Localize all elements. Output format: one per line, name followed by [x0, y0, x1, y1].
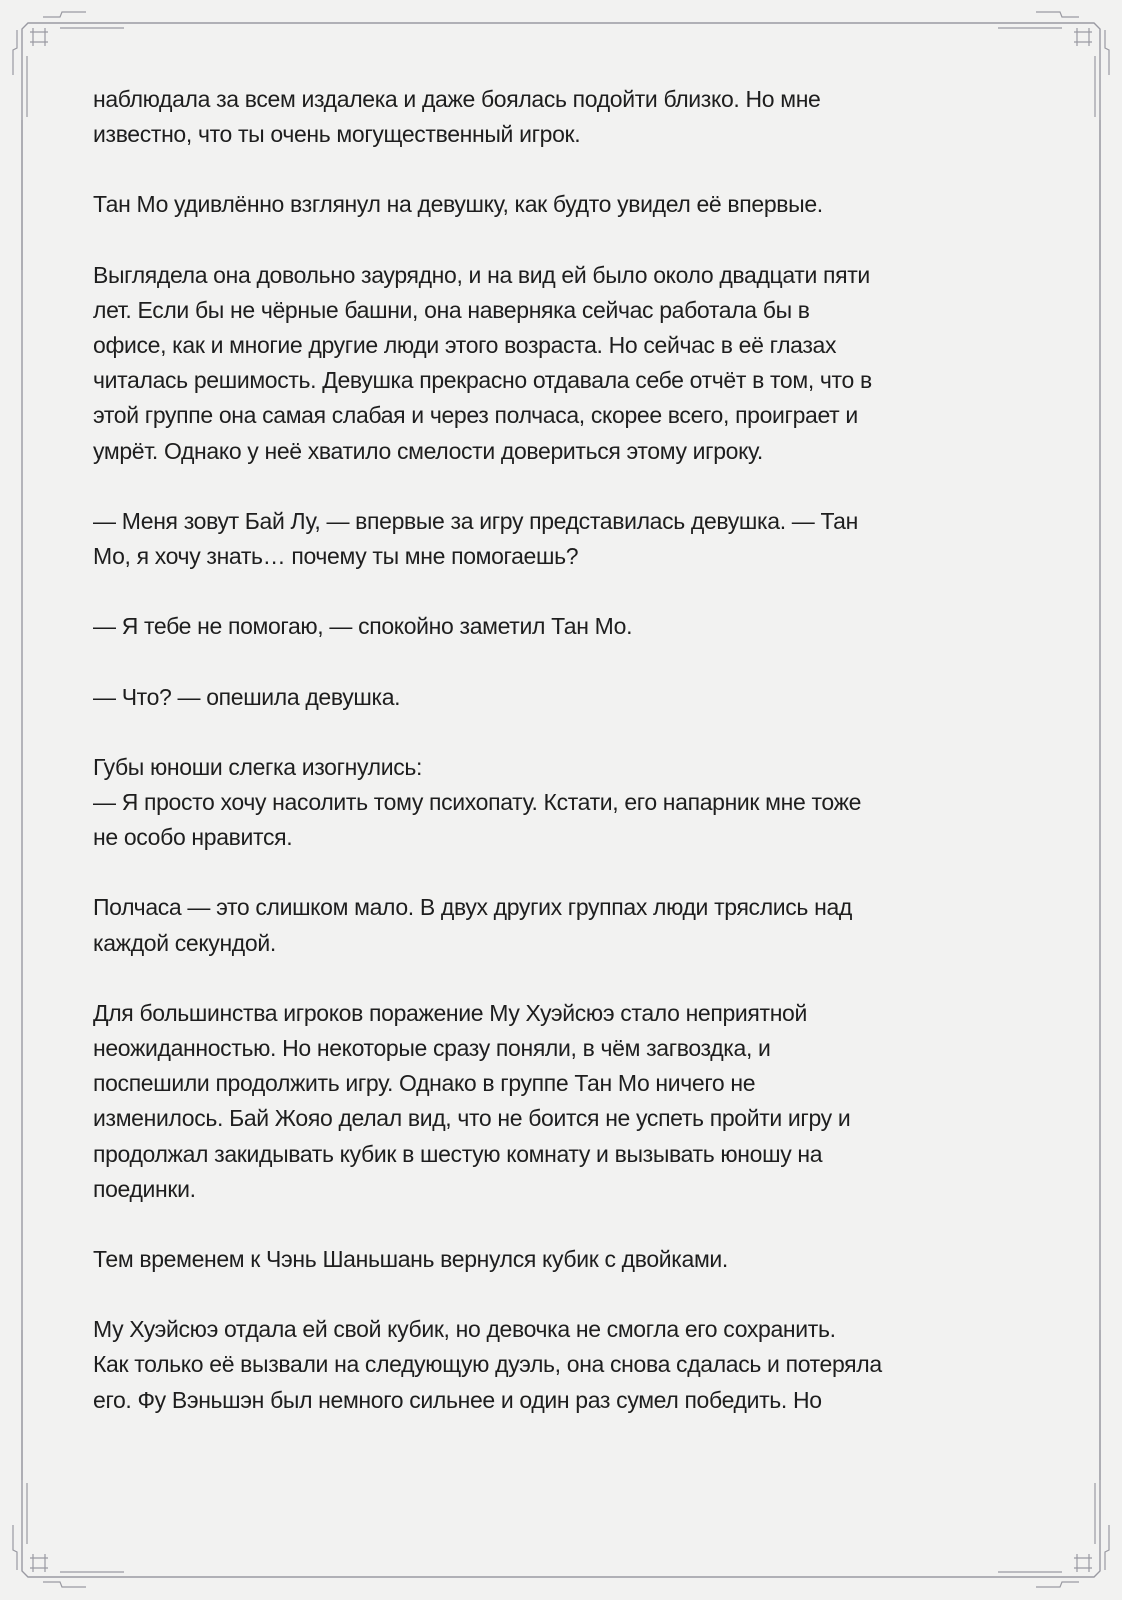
text-line: изменилось. Бай Жояо делал вид, что не боится не успеть пройти игру и [93, 1105, 851, 1132]
text-line: не особо нравится. [93, 824, 293, 851]
paragraph [93, 187, 1013, 222]
paragraph [93, 680, 1013, 715]
text-line: Полчаса — это слишком мало. В двух других группах люди тряслись над [93, 894, 852, 921]
text-line: продолжал закидывать кубик в шестую комнату и вызывать юношу на [93, 1140, 823, 1167]
text-line: известно, что ты очень могущественный игрок. [93, 121, 581, 148]
text-line: читалась решимость. Девушка прекрасно отдавала себе отчёт в том, что в [93, 367, 872, 394]
corner-ornament-bottom-left [13, 1483, 124, 1587]
corner-ornament-bottom-right [998, 1483, 1109, 1587]
text-line: Как только её вызвали на следующую дуэль, она снова сдалась и потеряла [93, 1351, 882, 1378]
paragraph [93, 1312, 1013, 1417]
text-line: — Меня зовут Бай Лу, — впервые за игру представилась девушка. — Тан [93, 507, 858, 534]
text-line: этой группе она самая слабая и через полчаса, скорее всего, проиграет и [93, 402, 858, 429]
text-line: Му Хуэйсюэ отдала ей свой кубик, но девочка не смогла его сохранить. [93, 1316, 836, 1343]
text-line: — Я просто хочу насолить тому психопату. Кстати, его напарник мне тоже [93, 789, 862, 816]
text-line: — Я тебе не помогаю, — спокойно заметил Тан Мо. [93, 613, 633, 640]
paragraph [93, 890, 1013, 960]
paragraph [93, 750, 1013, 855]
text-line: Тем временем к Чэнь Шаньшань вернулся кубик с двойками. [93, 1246, 728, 1273]
paragraph [93, 1242, 1013, 1277]
text-line: лет. Если бы не чёрные башни, она наверняка сейчас работала бы в [93, 296, 810, 323]
text-line: его. Фу Вэньшэн был немного сильнее и один раз сумел победить. Но [93, 1386, 822, 1413]
paragraph [93, 504, 1013, 574]
paragraph [93, 258, 1013, 469]
text-line: Мо, я хочу знать… почему ты мне помогаешь? [93, 542, 579, 569]
text-line: офисе, как и многие другие люди этого возраста. Но сейчас в её глазах [93, 332, 837, 359]
text-line: умрёт. Однако у неё хватило смелости довериться этому игроку. [93, 437, 763, 464]
paragraph [93, 609, 1013, 644]
text-line: наблюдала за всем издалека и даже боялась подойти близко. Но мне [93, 86, 821, 112]
text-line: Тан Мо удивлённо взглянул на девушку, как будто увидел её впервые. [93, 191, 823, 218]
text-line: — Что? — опешила девушка. [93, 683, 401, 710]
text-line: Для большинства игроков поражение Му Хуэйсюэ стало неприятной [93, 999, 807, 1026]
text-line: каждой секундой. [93, 929, 276, 956]
text-line: неожиданностью. Но некоторые сразу поняли, в чём загвоздка, и [93, 1035, 771, 1062]
text-line: поспешили продолжить игру. Однако в группе Тан Мо ничего не [93, 1070, 756, 1097]
corner-ornament-top-right [998, 12, 1109, 117]
paragraph [93, 996, 1013, 1207]
text-line: Выглядела она довольно заурядно, и на вид ей было около двадцати пяти [93, 261, 870, 288]
paragraph [93, 82, 1013, 152]
page-body [93, 82, 1013, 1453]
text-line: Губы юноши слегка изогнулись: [93, 753, 423, 780]
text-line: поединки. [93, 1175, 196, 1202]
